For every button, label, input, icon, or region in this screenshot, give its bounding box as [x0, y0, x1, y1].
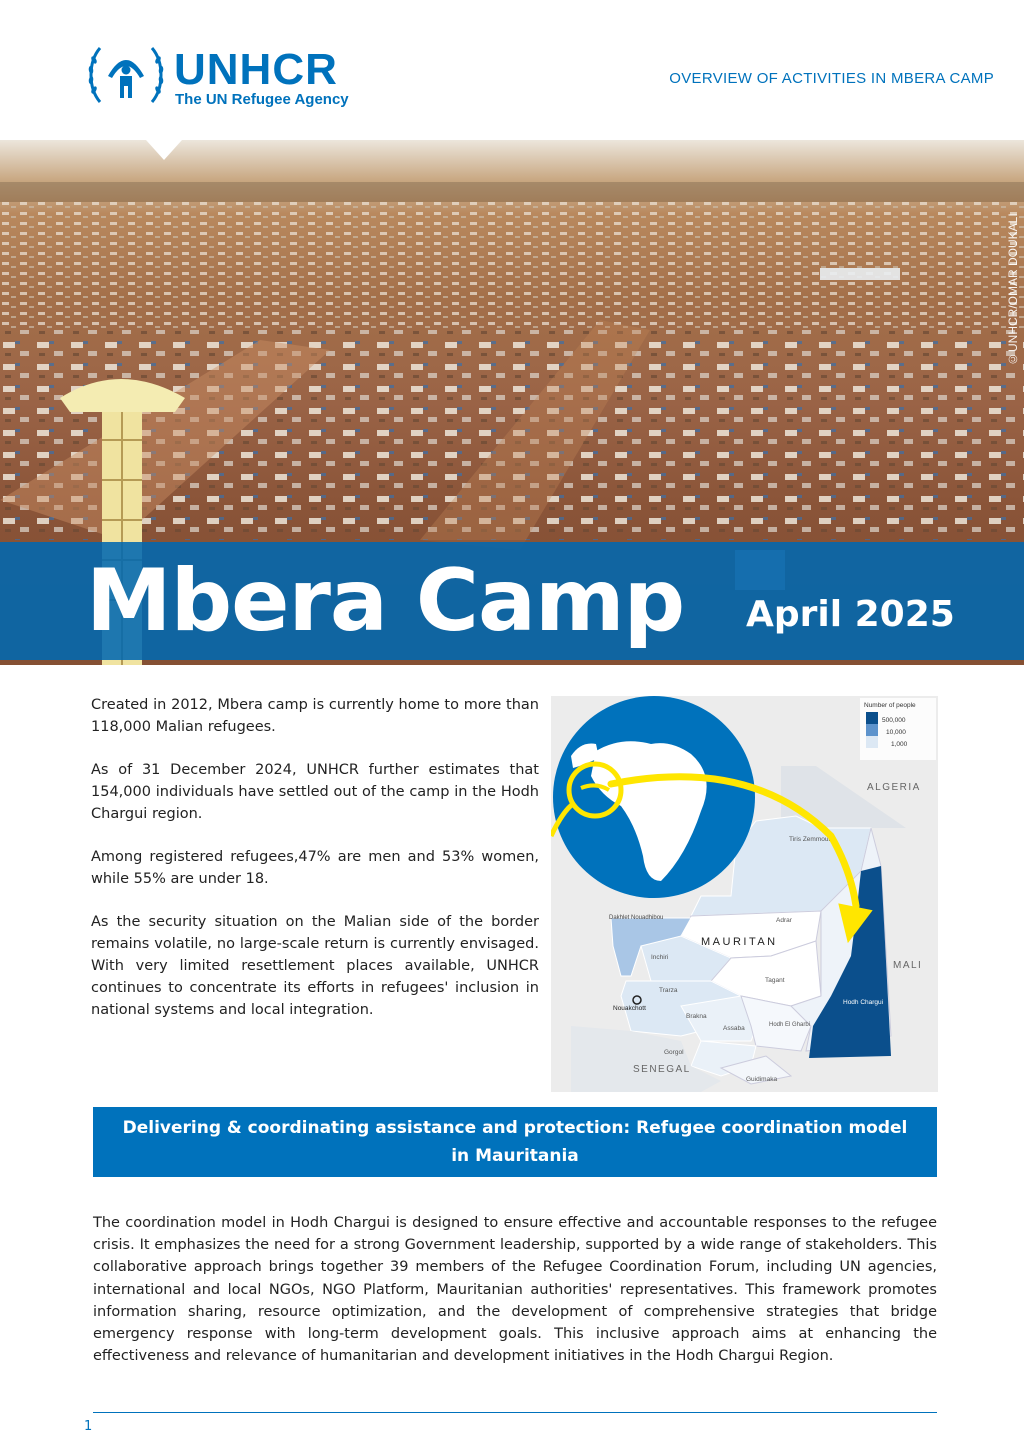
document-overview-label: OVERVIEW OF ACTIVITIES IN MBERA CAMP [669, 70, 994, 87]
country-label: MALI [893, 960, 923, 971]
region-label: Dakhlet Nouadhibou [609, 915, 664, 921]
section-header [93, 1107, 937, 1177]
region-label: Brakna [686, 1013, 707, 1020]
unhcr-logo [86, 40, 376, 110]
country-label: ALGERIA [867, 782, 921, 793]
intro-paragraph: Created in 2012, Mbera camp is currently home to more than 118,000 Malian refugees. [91, 697, 539, 735]
region-label: Hodh El Gharbi [769, 1022, 811, 1028]
region-label: Hodh Chargui [843, 999, 884, 1006]
footer-divider [93, 1412, 937, 1413]
location-map [551, 696, 938, 1092]
coordination-model-text: The coordination model in Hodh Chargui is designed to ensure effective and accountable responses to the refugee crisis. It emphasizes the need for a strong Government leadership, supported by a wide range of stakeholders. This collaborative approach brings together 39 members of the Refugee Coordination Forum, including UN agencies, international and local NGOs, NGO Platform, Mauritanian authorities' representatives. This framework promotes information sharing, resource optimization, and the development of comprehensive strategies that bridge emergency response with long-term development goals. This inclusive approach aims at enhancing the effectiveness and relevance of humanitarian and development initiatives in the Hodh Chargui Region. [93, 1215, 937, 1365]
section-title: Delivering & coordinating assistance and protection: Refugee coordination model in Mauritania [122, 1118, 908, 1166]
mauritania-map [551, 696, 938, 1092]
region-label: Inchiri [651, 954, 669, 961]
report-date: April 2025 [746, 594, 955, 635]
intro-paragraph: As the security situation on the Malian side of the border remains volatile, no large-scale return is currently envisaged. With very limited resettlement places available, UNHCR continues to concentrate its efforts in refugees' inclusion in national systems and local integration. [91, 914, 539, 1018]
legend-item: 1,000 [891, 741, 908, 748]
map-legend-title: Number of people [864, 702, 916, 709]
intro-paragraph: Among registered refugees,47% are men and 53% women, while 55% are under 18. [91, 849, 539, 887]
header-notch [146, 140, 182, 160]
capital-label: Nouakchott [613, 1005, 646, 1012]
legend-item: 10,000 [886, 729, 906, 736]
region-label: Assaba [723, 1025, 745, 1032]
region-label: Gorgol [664, 1049, 684, 1056]
unhcr-emblem-icon [86, 40, 166, 110]
page-header [0, 0, 1024, 140]
page-title: Mbera Camp [86, 551, 685, 651]
country-label: SENEGAL [633, 1064, 691, 1075]
photo-credit: ©UNHCR/OMAR DOUKALI [1006, 213, 1020, 366]
intro-paragraph: As of 31 December 2024, UNHCR further estimates that 154,000 individuals have settled out of the camp in the Hodh Chargui region. [91, 762, 539, 822]
org-name: UNHCR [174, 45, 338, 94]
intro-text [91, 694, 539, 1042]
legend-item: 500,000 [882, 717, 906, 724]
region-label: Trarza [659, 987, 678, 994]
page-number: 1 [84, 1419, 93, 1434]
region-label: Tiris Zemmour [789, 836, 831, 843]
country-label: MAURITAN [701, 936, 778, 948]
org-subtitle: The UN Refugee Agency [175, 91, 349, 108]
region-label: Tagant [765, 977, 785, 984]
region-label: Adrar [776, 917, 792, 924]
region-label: Guidimaka [746, 1076, 778, 1083]
